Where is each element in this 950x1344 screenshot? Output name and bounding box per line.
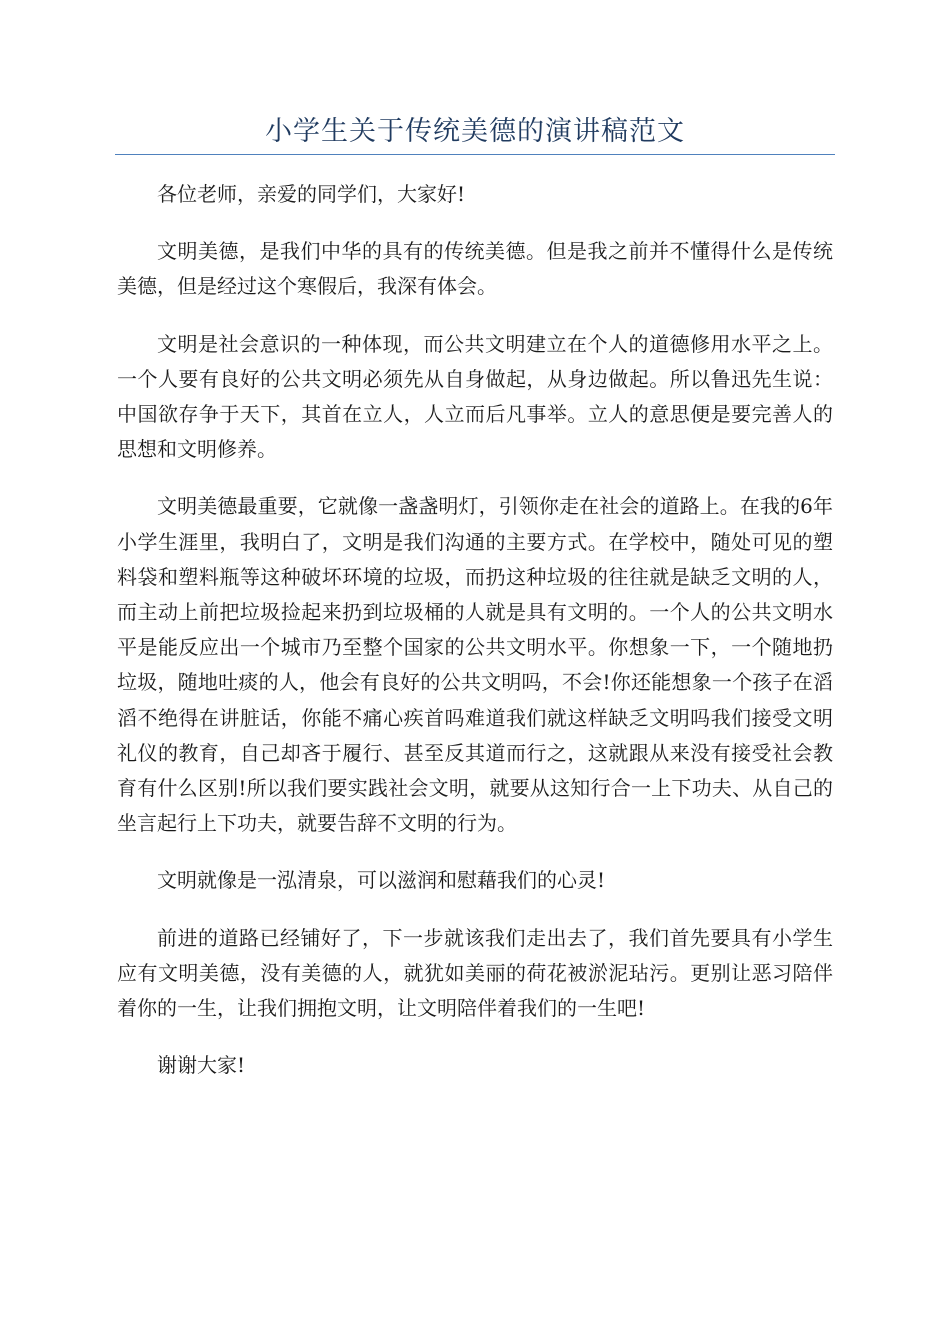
- paragraph: 文明美德，是我们中华的具有的传统美德。但是我之前并不懂得什么是传统美德，但是经过这个寒假后，我深有体会。: [117, 239, 833, 299]
- title-underline: [115, 154, 835, 155]
- paragraph: 前进的道路已经铺好了，下一步就该我们走出去了，我们首先要具有小学生应有文明美德，没有美德的人，就犹如美丽的荷花被淤泥玷污。更别让恶习陪伴着你的一生，让我们拥抱文明，让文明陪伴着我们的一生吧!: [117, 925, 833, 1021]
- paragraph: 文明就像是一泓清泉，可以滋润和慰藉我们的心灵!: [157, 868, 606, 893]
- document-body: [117, 177, 833, 1105]
- paragraph: 文明美德最重要，它就像一盏盏明灯，引领你走在社会的道路上。在我的6年小学生涯里，我明白了，文明是我们沟通的主要方式。在学校中，随处可见的塑料袋和塑料瓶等这种破坏环境的垃圾，而扔这种垃圾的往往就是缺乏文明的人，而主动上前把垃圾捡起来扔到垃圾桶的人就是具有文明的。一个人的公共文明水平是能反应出一个城市乃至整个国家的公共文明水平。你想象一下，一个随地扔垃圾，随地吐痰的人，他会有良好的公共文明吗，不会!你还能想象一个孩子在滔滔不绝得在讲脏话，你能不痛心疾首吗难道我们就这样缺乏文明吗我们接受文明礼仪的教育，自己却吝于履行、甚至反其道而行之，这就跟从来没有接受社会教育有什么区别!所以我们要实践社会文明，就要从这知行合一上下功夫、从自己的坐言起行上下功夫，就要告辞不文明的行为。: [117, 494, 833, 836]
- document-title: 小学生关于传统美德的演讲稿范文: [265, 116, 685, 147]
- paragraph-closing: 谢谢大家!: [157, 1053, 246, 1078]
- paragraph: 文明是社会意识的一种体现，而公共文明建立在个人的道德修用水平之上。一个人要有良好的公共文明必须先从自身做起，从身边做起。所以鲁迅先生说：中国欲存争于天下，其首在立人，人立而后凡事举。立人的意思便是要完善人的思想和文明修养。: [117, 331, 833, 462]
- paragraph-greeting: 各位老师，亲爱的同学们，大家好!: [157, 182, 466, 206]
